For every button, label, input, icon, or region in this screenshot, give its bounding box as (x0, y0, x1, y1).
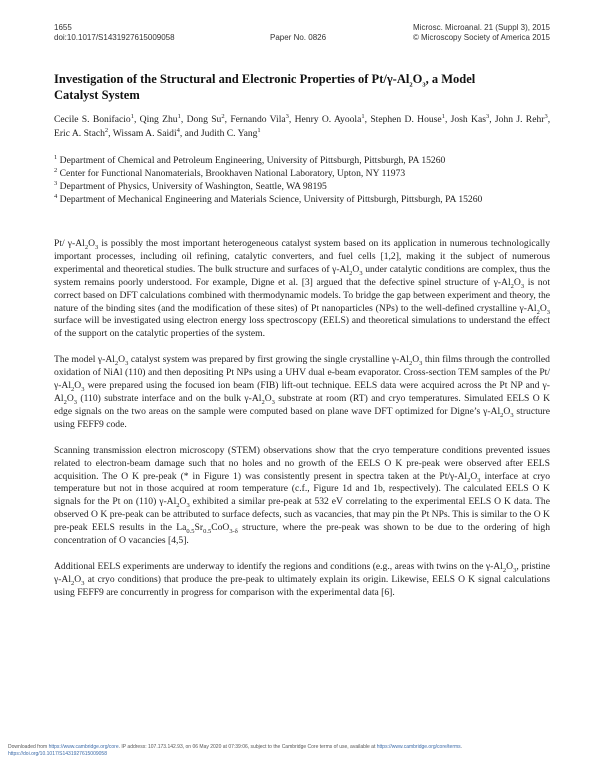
doi: doi:10.1017/S1431927615009058 (54, 33, 175, 42)
affiliation: $^3$ Department of Physics, University of Washington, Seattle, WA 98195 (54, 179, 327, 192)
author: John J. Rehr (494, 114, 545, 125)
author: Qing Zhu (139, 114, 178, 125)
author: Wissam A. Saidi (112, 127, 177, 139)
paragraph-results: Scanning transmission electron microscopy (STEM) observations show that the cryo temperature conditions prevented issues related to electron-beam damage such that no holes and no growth of the EELS O K pre-peak were observed after EELS acquisition. The O K pre-peak (* in Figure 1) was consistently present in spectra taken at the $Pt/\gamma-Al_2O_3$ interface at cryo temperature but not in those acquired at room temperature (c.f., Figure 1d and 1b, respectively). The calculated EELS O K signals for the Pt on (110) $\gamma-Al_2O_3$ exhibited a similar pre-peak at 532 eV correlating to the experimental EELS O K data. The observed O K pre-peak can be attributed to surface defects, such as vacancies, that may pin the Pt NPs. This is similar to the O K pre-peak EELS results in the $La_{0.5}Sr_{0.5}CoO_{3-\delta}$ structure, where the pre-peak was shown to be due to the ordering of high concentration of O vacancies [4,5]. (54, 444, 551, 547)
author: Dong Su (186, 114, 222, 125)
header-left (54, 23, 175, 43)
affiliation-list (54, 154, 550, 206)
author: Josh Kas (450, 114, 486, 125)
author-list: Cecile S. Bonifacio$^1$, Qing Zhu$^1$, Dong Su$^2$, Fernando Vila$^3$, Henry O. Ayoola$^1$, Stephen D. House$^1$, Josh Kas$^3$, John J. Rehr$^3$, Eric A. Stach$^2$, Wissam A. Saidi$^4$, and Judith C. Yang$^1$ (54, 112, 551, 139)
affiliation: $^4$ Department of Mechanical Engineering and Materials Science, University of Pittsburgh, Pittsburgh, PA 15260 (54, 192, 483, 205)
journal-citation: Microsc. Microanal. 21 (Suppl 3), 2015 (413, 23, 550, 32)
author: and Judith C. Yang (184, 127, 258, 139)
copyright: © Microscopy Society of America 2015 (412, 33, 550, 42)
header-right (413, 23, 550, 43)
author: Fernando Vila (230, 114, 286, 125)
affiliation: $^2$ Center for Functional Nanomaterials, Brookhaven National Laboratory, Upton, NY 11973 (54, 166, 406, 179)
author: Cecile S. Bonifacio (54, 114, 131, 125)
core-link[interactable]: https://www.cambridge.org/core (48, 744, 119, 750)
paragraph-methods: The model $\gamma-Al_2O_3$ catalyst system was prepared by first growing the single crystalline $\gamma-Al_2O_3$ thin films through the controlled oxidation of NiAl (110) and then depositing Pt NPs using a UHV dual e-beam evaporator. Cross-section TEM samples of the $Pt/\gamma-Al_2O_3$ were prepared using the focused ion beam (FIB) lift-out technique. EELS data were acquired across the Pt NP and $\gamma-Al_2O_3$ (110) substrate interface and on the bulk $\gamma-Al_2O_3$ substrate at room (RT) and cryo temperatures. Simulated EELS O K edge signals on the two areas on the sample were computed based on plane wave DFT optimized for Digne’s $\gamma-Al_2O_3$ structure using FEFF9 code. (54, 354, 551, 430)
affiliation: $^1$ Department of Chemical and Petroleum Engineering, University of Pittsburgh, Pittsburgh, PA 15260 (54, 153, 446, 166)
author: Stephen D. House (370, 114, 442, 125)
terms-link[interactable]: https://www.cambridge.org/core/terms (376, 744, 461, 750)
author: Henry O. Ayoola (294, 114, 362, 125)
paragraph-introduction: Pt/ $\gamma-Al_2O_3$ is possibly the most important heterogeneous catalyst system based on its application in numerous technologically important processes, including oil refining, catalytic converters, and fuel cells [1,2], making it the subject of numerous experimental and theoretical studies. The bulk structure and surfaces of $\gamma-Al_2O_3$ under catalytic conditions are complex, thus the system remains poorly understood. For example, Digne et al. [3] argued that the defective spinel structure of $\gamma-Al_2O_3$ is not correct based on DFT calculations combined with thermodynamic models. To bridge the gap between experiment and theory, the nature of the binding sites (and the modification of these sites) of Pt nanoparticles (NPs) to the well-defined crystalline $\gamma-Al_2O_3$ surface will be investigated using electron energy loss spectroscopy (EELS) and theoretical simulations to understand the effect of the support on the catalytic properties of the system. (54, 238, 550, 340)
page-number: 1655 (54, 23, 72, 32)
paper-number: Paper No. 0826 (270, 33, 327, 42)
doi-link[interactable]: https://doi.org/10.1017/S1431927615009058 (8, 750, 107, 757)
paragraph-outlook: Additional EELS experiments are underway to identify the regions and conditions (e.g., areas with twins on the $\gamma-Al_2O_3$, pristine $\gamma-Al_2O_3$ at cryo conditions) that produce the pre-peak to ultimately explain its origin. Likewise, EELS O K signal calculations using FEFF9 are concurrently in progress for comparison with the experimental data [6]. (54, 560, 550, 598)
download-footer: Downloaded from https://www.cambridge.org/core. IP address: 107.173.142.93, on 06 May 2020 at 07:39:06, subject to the Cambridge Core terms of use, available at https://www.cambridge.org/core/terms. https://doi.org/10.1017/S1431927615009058 (8, 744, 463, 757)
body-text (54, 238, 550, 613)
paper-title: Investigation of the Structural and Electronic Properties of $Pt/\gamma-Al_2O_3$, a Model Catalyst System (54, 72, 476, 102)
author: Eric A. Stach (54, 127, 105, 139)
